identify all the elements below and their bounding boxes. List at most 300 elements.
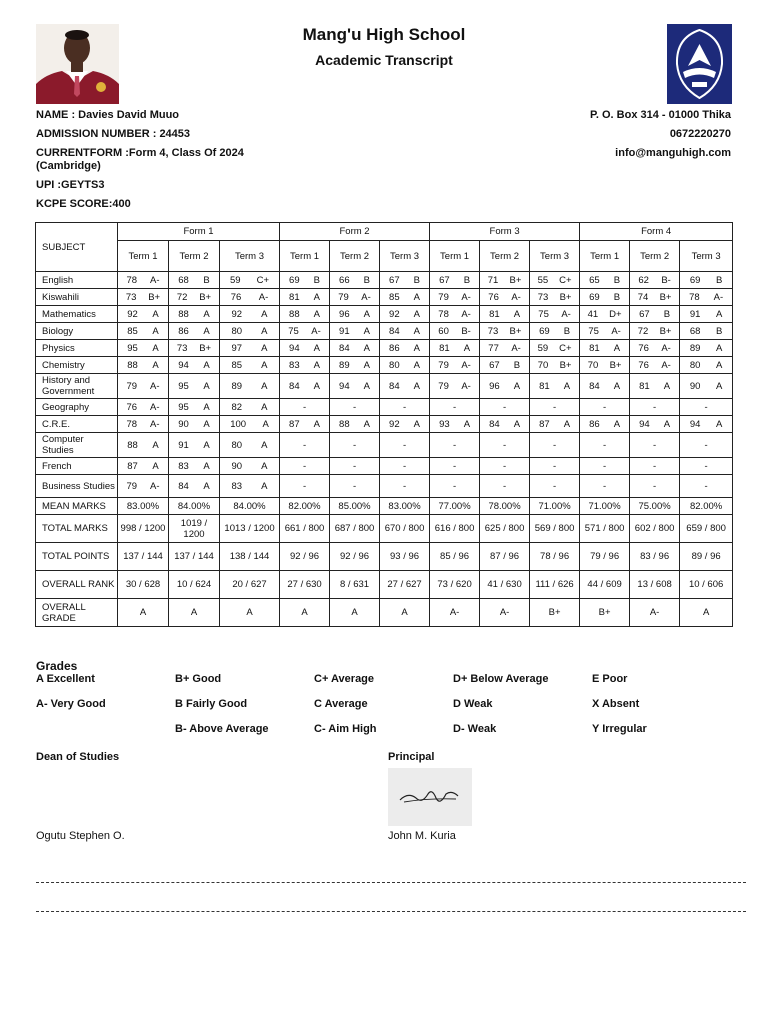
- grade-key-item: C+ Average: [314, 673, 375, 685]
- score-mark: 79: [126, 380, 138, 392]
- score-grade: A: [152, 359, 159, 371]
- score-grade: A: [261, 439, 268, 451]
- summary-cell: 30 / 628: [118, 571, 169, 599]
- score-grade: A: [463, 418, 471, 430]
- summary-cell: 1013 / 1200: [220, 515, 280, 543]
- summary-label: TOTAL MARKS: [36, 515, 118, 543]
- score-mark: 94: [639, 418, 650, 430]
- score-cell: [430, 272, 480, 289]
- score-mark: 90: [231, 460, 243, 472]
- score-cell: [380, 374, 430, 399]
- score-mark: 73: [487, 325, 499, 337]
- score-cell: [118, 475, 169, 498]
- score-grade: A: [261, 380, 268, 392]
- score-cell: [330, 340, 380, 357]
- term-header: Term 2: [169, 241, 220, 272]
- score-grade: A: [363, 308, 370, 320]
- score-mark: 79: [438, 359, 449, 371]
- score-grade: A: [513, 380, 521, 392]
- score-mark: 75: [538, 308, 549, 320]
- score-mark: 91: [689, 308, 701, 320]
- summary-cell: A: [380, 599, 430, 627]
- score-grade: B+: [609, 359, 622, 371]
- score-cell: [220, 433, 280, 458]
- summary-cell: 78 / 96: [530, 543, 580, 571]
- admission-number: ADMISSION NUMBER : 24453: [36, 128, 191, 140]
- score-mark: 81: [639, 380, 650, 392]
- grade-key-item: B- Above Average: [175, 723, 269, 735]
- score-grade: A-: [461, 291, 471, 303]
- score-mark: 76: [488, 291, 499, 303]
- score-cell: [530, 323, 580, 340]
- summary-cell: 616 / 800: [430, 515, 480, 543]
- score-grade: B-: [461, 325, 471, 337]
- score-mark: 88: [127, 359, 138, 371]
- score-cell: [480, 272, 530, 289]
- score-grade: A-: [611, 325, 621, 337]
- summary-cell: 661 / 800: [280, 515, 330, 543]
- score-grade: A: [261, 342, 268, 354]
- score-mark: 78: [689, 291, 700, 303]
- score-grade: A: [613, 380, 621, 392]
- score-cell: [430, 357, 480, 374]
- score-grade: A: [203, 380, 210, 392]
- score-grade: B: [363, 274, 370, 286]
- score-mark: 89: [339, 359, 350, 371]
- subject-row: [36, 416, 733, 433]
- score-cell: [220, 340, 280, 357]
- score-cell: -: [330, 433, 380, 458]
- student-name: NAME : Davies David Muuo: [36, 109, 180, 121]
- score-cell: [630, 357, 680, 374]
- score-cell: -: [430, 475, 480, 498]
- score-grade: A: [413, 308, 421, 320]
- score-cell: [480, 374, 530, 399]
- subject-row: [36, 306, 733, 323]
- score-mark: 70: [587, 359, 599, 371]
- score-cell: [430, 306, 480, 323]
- score-mark: 75: [588, 325, 599, 337]
- score-mark: 100: [230, 418, 247, 430]
- score-grade: A: [663, 418, 671, 430]
- score-grade: A-: [461, 359, 471, 371]
- score-mark: 91: [339, 325, 350, 337]
- score-mark: 76: [638, 359, 649, 371]
- score-grade: B+: [509, 325, 522, 337]
- score-mark: 93: [439, 418, 450, 430]
- summary-cell: 687 / 800: [330, 515, 380, 543]
- score-cell: [630, 289, 680, 306]
- summary-cell: 44 / 609: [580, 571, 630, 599]
- score-grade: A: [613, 418, 621, 430]
- score-grade: C+: [559, 274, 572, 286]
- score-mark: 79: [438, 380, 449, 392]
- score-grade: A: [715, 380, 723, 392]
- summary-cell: 27 / 630: [280, 571, 330, 599]
- summary-cell: 71.00%: [530, 498, 580, 515]
- summary-cell: 83 / 96: [630, 543, 680, 571]
- score-cell: [530, 357, 580, 374]
- school-crest-logo: [667, 24, 732, 104]
- score-mark: 84: [178, 480, 189, 492]
- score-grade: B: [613, 291, 621, 303]
- subject-row: [36, 323, 733, 340]
- summary-label: TOTAL POINTS: [36, 543, 118, 571]
- score-grade: B+: [199, 342, 212, 354]
- score-cell: -: [430, 433, 480, 458]
- grade-key-item: A Excellent: [36, 673, 95, 685]
- score-grade: A: [363, 325, 370, 337]
- score-cell: [380, 323, 430, 340]
- summary-cell: 20 / 627: [220, 571, 280, 599]
- score-grade: A: [261, 480, 268, 492]
- transcript-body: [36, 272, 733, 627]
- score-mark: 94: [178, 359, 189, 371]
- score-mark: 86: [178, 325, 189, 337]
- score-mark: 92: [127, 308, 138, 320]
- kcpe-score: KCPE SCORE:400: [36, 198, 131, 210]
- score-cell: [118, 340, 169, 357]
- summary-row: [36, 599, 733, 627]
- score-cell: -: [530, 433, 580, 458]
- score-mark: 82: [231, 401, 243, 413]
- score-mark: 88: [289, 308, 300, 320]
- score-cell: [530, 374, 580, 399]
- term-header: Term 1: [430, 241, 480, 272]
- subject-name: Biology: [36, 323, 118, 340]
- score-grade: A: [203, 418, 210, 430]
- score-grade: A: [203, 480, 210, 492]
- score-grade: B+: [148, 291, 161, 303]
- score-cell: -: [280, 475, 330, 498]
- score-cell: [220, 306, 280, 323]
- score-mark: 85: [231, 359, 243, 371]
- score-grade: A: [152, 439, 159, 451]
- summary-cell: B+: [580, 599, 630, 627]
- score-mark: 79: [438, 291, 449, 303]
- score-mark: 78: [126, 418, 138, 430]
- score-cell: [380, 289, 430, 306]
- principal-name: John M. Kuria: [388, 830, 456, 842]
- score-grade: A: [261, 308, 268, 320]
- score-grade: A-: [661, 359, 671, 371]
- summary-row: [36, 498, 733, 515]
- score-grade: A: [203, 325, 210, 337]
- grade-key-item: D- Weak: [453, 723, 497, 735]
- score-grade: B: [613, 274, 621, 286]
- score-mark: 95: [178, 380, 189, 392]
- score-grade: A: [715, 359, 723, 371]
- score-mark: 71: [487, 274, 499, 286]
- score-cell: [220, 323, 280, 340]
- summary-cell: 137 / 144: [118, 543, 169, 571]
- summary-cell: 138 / 144: [220, 543, 280, 571]
- summary-cell: 670 / 800: [380, 515, 430, 543]
- score-grade: A: [203, 401, 210, 413]
- score-mark: 69: [289, 274, 300, 286]
- score-grade: B: [203, 274, 210, 286]
- score-mark: 67: [489, 359, 500, 371]
- score-grade: A: [663, 380, 671, 392]
- score-mark: 84: [339, 342, 350, 354]
- score-cell: [280, 357, 330, 374]
- summary-cell: A: [118, 599, 169, 627]
- subject-name: Computer Studies: [36, 433, 118, 458]
- score-grade: A: [152, 308, 159, 320]
- score-cell: -: [380, 475, 430, 498]
- score-cell: [680, 357, 733, 374]
- score-cell: [580, 340, 630, 357]
- subject-name: French: [36, 458, 118, 475]
- term-header-row: [36, 241, 733, 272]
- score-cell: [169, 357, 220, 374]
- score-mark: 88: [339, 418, 350, 430]
- score-grade: B: [513, 359, 521, 371]
- summary-cell: 77.00%: [430, 498, 480, 515]
- summary-cell: A-: [480, 599, 530, 627]
- subject-row: [36, 357, 733, 374]
- summary-cell: A-: [630, 599, 680, 627]
- score-grade: A: [363, 380, 370, 392]
- summary-cell: 85 / 96: [430, 543, 480, 571]
- form-header-row: [36, 223, 733, 241]
- subject-row: [36, 340, 733, 357]
- subject-name: Kiswahili: [36, 289, 118, 306]
- score-cell: [380, 306, 430, 323]
- score-cell: [480, 306, 530, 323]
- score-cell: -: [580, 433, 630, 458]
- score-cell: [580, 357, 630, 374]
- summary-row: [36, 571, 733, 599]
- score-cell: [169, 458, 220, 475]
- term-header: Term 3: [220, 241, 280, 272]
- score-cell: [680, 416, 733, 433]
- score-grade: B+: [199, 291, 212, 303]
- score-cell: -: [480, 399, 530, 416]
- score-mark: 69: [539, 325, 550, 337]
- score-grade: A: [261, 460, 268, 472]
- score-cell: [280, 289, 330, 306]
- score-cell: [630, 340, 680, 357]
- summary-cell: 659 / 800: [680, 515, 733, 543]
- summary-cell: A: [330, 599, 380, 627]
- score-cell: [480, 323, 530, 340]
- score-cell: [118, 458, 169, 475]
- score-grade: A-: [150, 380, 160, 392]
- grade-key-item: B+ Good: [175, 673, 222, 685]
- score-grade: A-: [311, 325, 321, 337]
- subject-row: [36, 289, 733, 306]
- summary-cell: 93 / 96: [380, 543, 430, 571]
- score-mark: 59: [230, 274, 241, 286]
- score-cell: -: [280, 399, 330, 416]
- score-grade: D+: [609, 308, 622, 320]
- score-cell: [118, 374, 169, 399]
- summary-cell: A: [680, 599, 733, 627]
- score-grade: A: [363, 418, 370, 430]
- score-mark: 86: [589, 418, 600, 430]
- score-grade: A: [313, 359, 320, 371]
- score-grade: A: [203, 439, 210, 451]
- score-mark: 94: [689, 418, 701, 430]
- summary-cell: 571 / 800: [580, 515, 630, 543]
- score-cell: [280, 416, 330, 433]
- score-grade: A-: [511, 291, 521, 303]
- score-grade: A: [715, 308, 723, 320]
- score-mark: 69: [589, 291, 600, 303]
- score-cell: -: [330, 475, 380, 498]
- score-mark: 96: [489, 380, 500, 392]
- score-grade: A-: [461, 308, 471, 320]
- score-mark: 84: [389, 325, 400, 337]
- form-header: Form 4: [580, 223, 733, 241]
- score-cell: -: [280, 433, 330, 458]
- score-cell: [580, 306, 630, 323]
- score-grade: A-: [561, 308, 571, 320]
- score-mark: 95: [178, 401, 189, 413]
- dean-name: Ogutu Stephen O.: [36, 830, 125, 842]
- score-mark: 74: [637, 291, 649, 303]
- score-mark: 80: [231, 439, 243, 451]
- score-mark: 66: [339, 274, 350, 286]
- subject-name: Business Studies: [36, 475, 118, 498]
- summary-cell: 73 / 620: [430, 571, 480, 599]
- score-cell: [430, 374, 480, 399]
- score-grade: A-: [150, 274, 160, 286]
- summary-cell: 89 / 96: [680, 543, 733, 571]
- score-grade: A: [262, 418, 269, 430]
- score-mark: 41: [587, 308, 599, 320]
- score-mark: 79: [338, 291, 349, 303]
- score-grade: A: [715, 418, 723, 430]
- score-grade: B: [563, 325, 571, 337]
- summary-cell: A-: [430, 599, 480, 627]
- score-cell: [169, 289, 220, 306]
- score-cell: -: [630, 458, 680, 475]
- summary-row: [36, 515, 733, 543]
- score-mark: 88: [127, 439, 138, 451]
- term-header: Term 2: [480, 241, 530, 272]
- score-grade: A: [152, 325, 159, 337]
- score-grade: A-: [150, 401, 160, 413]
- summary-cell: 10 / 606: [680, 571, 733, 599]
- score-mark: 55: [537, 274, 549, 286]
- score-cell: [330, 306, 380, 323]
- score-cell: [380, 340, 430, 357]
- score-cell: -: [630, 399, 680, 416]
- grade-key-item: Y Irregular: [592, 723, 647, 735]
- grade-key-item: E Poor: [592, 673, 628, 685]
- summary-cell: 78.00%: [480, 498, 530, 515]
- term-header: Term 2: [330, 241, 380, 272]
- score-mark: 80: [689, 359, 701, 371]
- score-cell: [169, 416, 220, 433]
- score-grade: A-: [258, 291, 269, 303]
- term-header: Term 3: [530, 241, 580, 272]
- score-mark: 84: [589, 380, 600, 392]
- subject-row: [36, 399, 733, 416]
- score-cell: [169, 475, 220, 498]
- score-cell: [480, 289, 530, 306]
- grade-key-item: C Average: [314, 698, 368, 710]
- summary-cell: 569 / 800: [530, 515, 580, 543]
- score-cell: -: [430, 458, 480, 475]
- score-cell: [169, 323, 220, 340]
- score-cell: -: [580, 475, 630, 498]
- score-mark: 81: [289, 291, 300, 303]
- summary-cell: 83.00%: [118, 498, 169, 515]
- score-grade: B+: [509, 274, 522, 286]
- score-cell: [580, 416, 630, 433]
- score-mark: 96: [339, 308, 350, 320]
- score-cell: [220, 475, 280, 498]
- score-grade: B+: [659, 325, 672, 337]
- score-cell: [680, 272, 733, 289]
- score-cell: [630, 272, 680, 289]
- score-grade: A: [413, 380, 421, 392]
- score-cell: [280, 306, 330, 323]
- score-grade: A: [203, 308, 210, 320]
- score-grade: A-: [150, 480, 160, 492]
- score-cell: [630, 374, 680, 399]
- score-grade: A: [313, 342, 320, 354]
- subject-name: History and Government: [36, 374, 118, 399]
- score-cell: -: [330, 399, 380, 416]
- score-mark: 65: [589, 274, 600, 286]
- score-grade: A: [313, 308, 320, 320]
- score-mark: 80: [389, 359, 400, 371]
- score-mark: 67: [389, 274, 400, 286]
- score-cell: [169, 306, 220, 323]
- score-grade: A-: [461, 380, 471, 392]
- divider-line: [36, 882, 746, 883]
- score-mark: 92: [389, 418, 400, 430]
- subject-row: [36, 272, 733, 289]
- score-grade: A: [413, 359, 421, 371]
- summary-cell: 92 / 96: [280, 543, 330, 571]
- subject-row: [36, 458, 733, 475]
- score-cell: -: [680, 433, 733, 458]
- form-header: Form 2: [280, 223, 430, 241]
- current-form: CURRENTFORM :Form 4, Class Of 2024 (Cambridge): [36, 147, 244, 172]
- score-cell: [530, 340, 580, 357]
- summary-cell: A: [280, 599, 330, 627]
- summary-cell: 998 / 1200: [118, 515, 169, 543]
- form-header: Form 1: [118, 223, 280, 241]
- score-mark: 68: [178, 274, 189, 286]
- score-mark: 79: [126, 480, 138, 492]
- score-grade: A-: [150, 418, 160, 430]
- score-cell: [330, 323, 380, 340]
- score-cell: [220, 416, 280, 433]
- score-cell: -: [530, 475, 580, 498]
- grade-key-item: C- Aim High: [314, 723, 377, 735]
- score-mark: 72: [637, 325, 649, 337]
- score-grade: A: [613, 342, 621, 354]
- score-grade: A: [363, 342, 370, 354]
- term-header: Term 1: [118, 241, 169, 272]
- score-cell: -: [580, 458, 630, 475]
- score-cell: -: [280, 458, 330, 475]
- score-grade: C+: [559, 342, 572, 354]
- score-mark: 90: [689, 380, 701, 392]
- summary-cell: 10 / 624: [169, 571, 220, 599]
- score-grade: A-: [361, 291, 371, 303]
- score-cell: [680, 323, 733, 340]
- score-cell: [118, 416, 169, 433]
- score-grade: A: [463, 342, 471, 354]
- score-grade: A: [413, 325, 421, 337]
